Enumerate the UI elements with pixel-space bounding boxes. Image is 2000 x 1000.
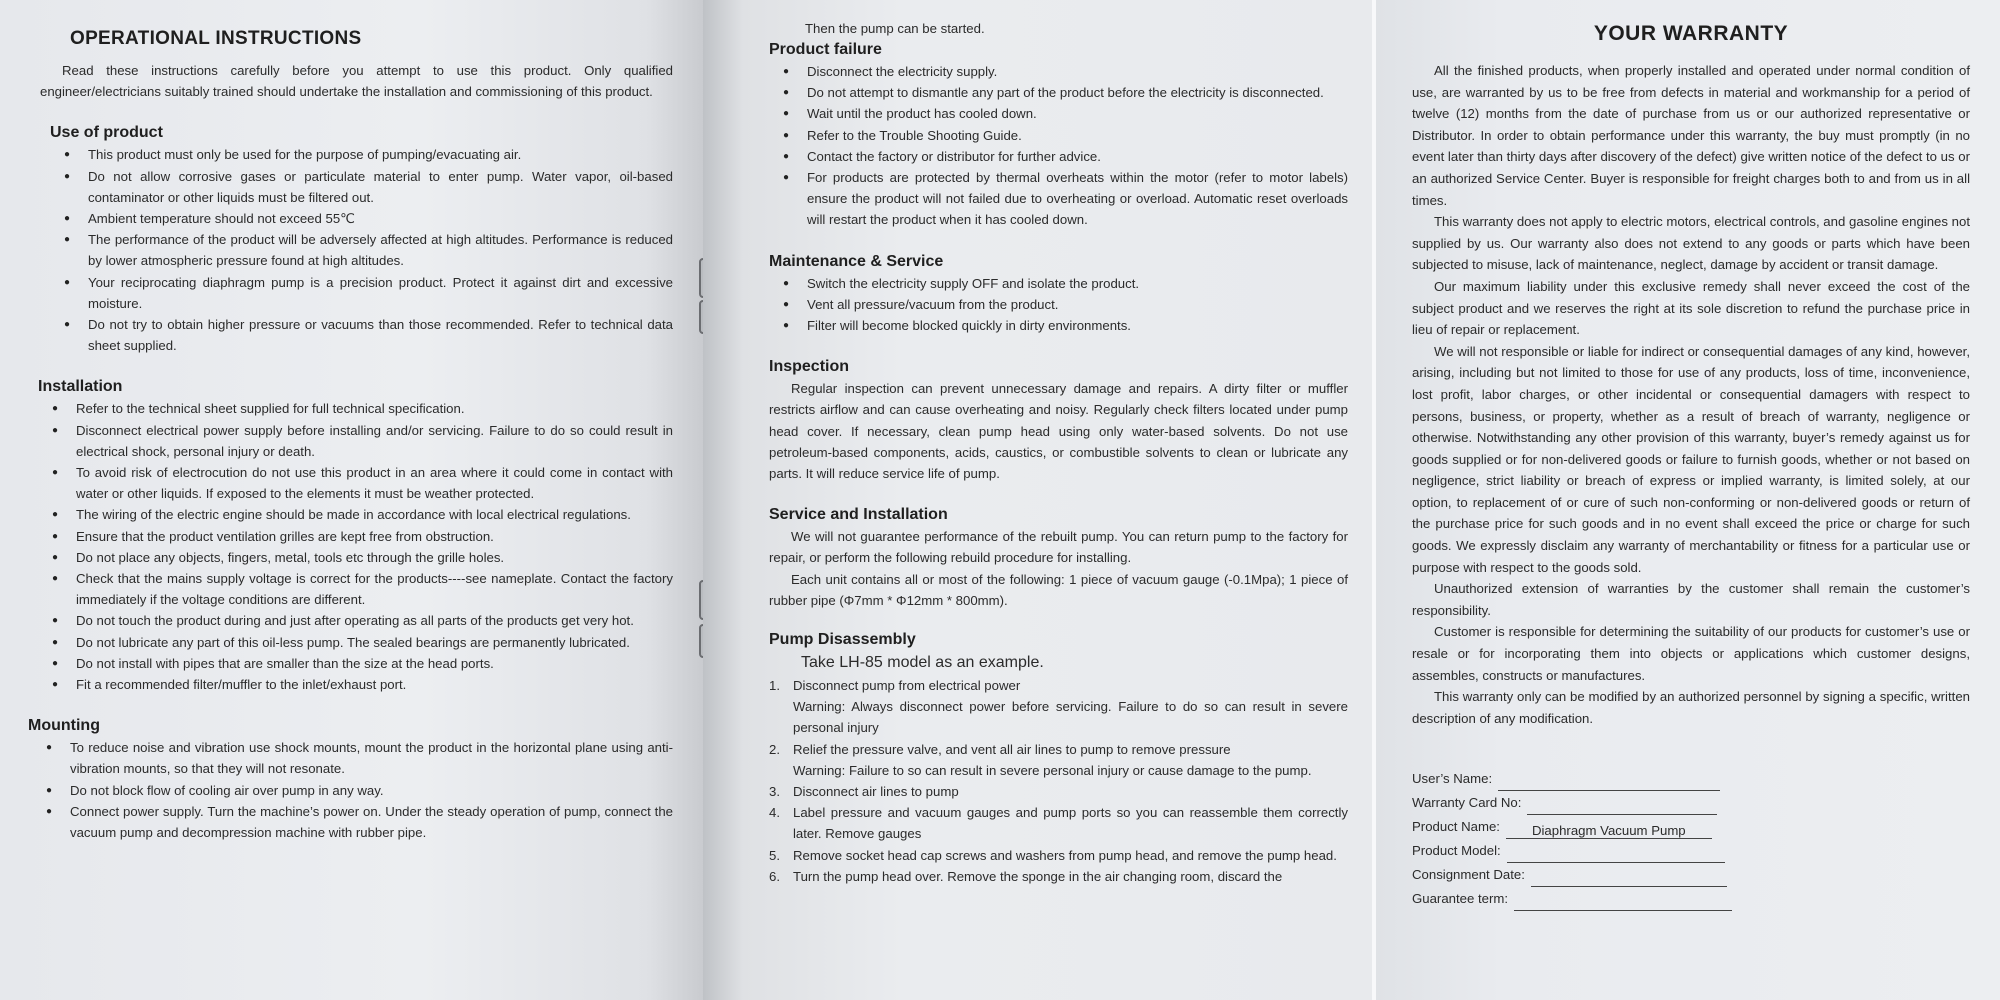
list-item: ● Do not allow corrosive gases or particulate material to enter pump. Water vapor, oil-based contaminator or other liquids must be filtered out. <box>50 166 673 208</box>
field-users-name <box>1412 767 1970 791</box>
service-paragraph-1: We will not guarantee performance of the rebuilt pump. You can return pump to the factory for repair, or perform the following rebuild procedure for installing. <box>769 529 1348 566</box>
step-text: Relief the pressure valve, and vent all air lines to pump to remove pressure <box>793 741 1231 757</box>
list-item: ● Filter will become blocked quickly in dirty environments. <box>769 315 1348 336</box>
right-page <box>1376 0 2000 1000</box>
list-item: ● Do not attempt to dismantle any part of the product before the electricity is disconnected. <box>769 82 1348 103</box>
maintenance-list <box>769 273 1348 337</box>
warranty-paragraph: This warranty does not apply to electric motors, electrical controls, and gasoline engines not supplied by us. Our warranty also does not extend to any goods or parts which have been subjected to misuse, lack of maintenance, neglect, damage by accident or transit damage. <box>1412 214 1970 273</box>
inspection-paragraph: Regular inspection can prevent unnecessary damage and repairs. A dirty filter or muffler restricts airflow and can cause overheating and noisy. Regularly check filters located under pump head cover. If necessary, clean pump head using only water-based solvents. Do not use petroleum-based components, acids, caustics, or combustible solvents to clean or lubricate any parts. It will reduce service life of pump. <box>769 381 1348 482</box>
list-item: ● Refer to the Trouble Shooting Guide. <box>769 125 1348 146</box>
intro-paragraph: Read these instructions carefully before you attempt to use this product. Only qualified engineer/electricians suitably trained should undertake the installation and commissioning of this product. <box>40 63 673 100</box>
installation-heading: Installation <box>38 378 123 396</box>
service-paragraph-2: Each unit contains all or most of the following: 1 piece of vacuum gauge (-0.1Mpa); 1 piece of rubber pipe (Φ7mm * Φ12mm * 800mm). <box>769 571 1348 608</box>
list-item: ● To reduce noise and vibration use shock mounts, mount the product in the horizontal plane using anti-vibration mounts, so that they will not resonate. <box>32 737 673 779</box>
list-item: ● Connect power supply. Turn the machine’s power on. Under the steady operation of pump, connect the vacuum pump and decompression machine with rubber pipe. <box>32 801 673 843</box>
step-text: Label pressure and vacuum gauges and pump ports so you can reassemble them correctly later. Remove gauges <box>793 805 1348 842</box>
mounting-list <box>32 737 673 843</box>
step-number: 3. <box>769 784 780 800</box>
service-installation-heading: Service and Installation <box>769 506 948 524</box>
step-text: Disconnect pump from electrical power <box>793 678 1021 694</box>
inspection-heading: Inspection <box>769 358 850 376</box>
warranty-title: YOUR WARRANTY <box>1593 22 1789 45</box>
field-label: Product Name: <box>1412 819 1500 835</box>
example-note: Take LH-85 model as an example. <box>801 654 1044 672</box>
step-number: 1. <box>769 678 780 694</box>
warranty-paragraph: This warranty only can be modified by an authorized personnel by signing a specific, written description of any modification. <box>1412 689 1970 726</box>
list-item: ● To avoid risk of electrocution do not use this product in an area where it could come in contact with water or other liquids. If exposed to the elements it must be weather protected. <box>38 462 673 504</box>
mounting-heading: Mounting <box>28 717 100 735</box>
field-consignment-date <box>1412 863 1970 887</box>
list-item: ● Do not install with pipes that are smaller than the size at the head ports. <box>38 653 673 674</box>
warranty-card-no-field[interactable] <box>1527 798 1717 815</box>
list-item: ● Refer to the technical sheet supplied for full technical specification. <box>38 398 673 419</box>
field-label: Guarantee term: <box>1412 891 1509 907</box>
use-of-product-heading: Use of product <box>50 124 163 142</box>
step-item <box>769 802 1348 844</box>
list-item: ● Do not place any objects, fingers, metal, tools etc through the grille holes. <box>38 547 673 568</box>
warranty-card-fields <box>1412 767 1970 911</box>
warranty-paragraph: We will not responsible or liable for indirect or consequential damages of any kind, however, arising, including but not limited to those for use of any products, loss of time, inconvenience, lost profit, labor charges, or other incidental or consequential damagers with respect to persons, business, or property, whether as a result of breach of warranty, negligence or otherwise. Notwithstanding any other provision of this warranty, buyer’s remedy against us for goods supplied or for non-delivered goods or failure to furnish goods, whether or not based on negligence, strict liability or breach of express or implied warranty, is limited solely, at our option, to replacement of or cure of such non-conforming or non-delivered goods or return of the purchase price for such goods and in no event shall exceed the price or charge for such goods. We expressly disclaim any warranty of merchantability or fitness for a particular use or purpose with respect to the goods sold. <box>1412 343 1970 575</box>
operational-instructions-title: OPERATIONAL INSTRUCTIONS <box>70 28 362 49</box>
left-page <box>0 0 703 1000</box>
middle-page <box>703 0 1372 1000</box>
field-product-name <box>1412 815 1970 839</box>
step-item <box>769 866 1348 887</box>
consignment-date-field[interactable] <box>1531 870 1727 887</box>
list-item: ● Do not try to obtain higher pressure or vacuums than those recommended. Refer to technical data sheet supplied. <box>50 314 673 356</box>
users-name-field[interactable] <box>1498 774 1720 791</box>
warranty-paragraph: All the finished products, when properly installed and operated under normal condition of use, are warranted by us to be free from defects in material and workmanship for a period of twelve (12) months from the date of purchase from us or our authorized representative or Distributor. In order to obtain performance under this warranty, the buy must promptly (in no event later than thirty days after discovery of the defect) give written notice of the defect to us or an authorized Service Center. Buyer is responsible for freight charges both to and from us in all times. <box>1412 63 1970 208</box>
list-item: ● Do not touch the product during and just after operating as all parts of the products get very hot. <box>38 610 673 631</box>
pump-disassembly-heading: Pump Disassembly <box>769 631 916 649</box>
list-item: ● Check that the mains supply voltage is correct for the products----see nameplate. Contact the factory immediately if the voltage conditions are different. <box>38 568 673 610</box>
product-failure-heading: Product failure <box>769 41 882 58</box>
list-item: ● Vent all pressure/vacuum from the product. <box>769 294 1348 315</box>
warranty-paragraph: Customer is responsible for determining the suitability of our products for customer’s use or resale or for incorporating them into objects or applications which customer designs, assembles, constructs or manufactures. <box>1412 624 1970 683</box>
step-item <box>769 845 1348 866</box>
list-item: ● Ambient temperature should not exceed 55℃ <box>50 208 673 229</box>
warranty-paragraph: Unauthorized extension of warranties by the customer shall remain the customer’s responsibility. <box>1412 581 1970 618</box>
warranty-paragraph: Our maximum liability under this exclusive remedy shall never exceed the cost of the subject product and we reserves the right at its sole discretion to refund the purchase price in lieu of repair or replacement. <box>1412 278 1970 338</box>
list-item: ● Contact the factory or distributor for further advice. <box>769 146 1348 167</box>
list-item: ● Ensure that the product ventilation grilles are kept free from obstruction. <box>38 526 673 547</box>
field-label: User’s Name: <box>1412 771 1493 787</box>
list-item: ● Wait until the product has cooled down. <box>769 103 1348 124</box>
list-item: ● The performance of the product will be adversely affected at high altitudes. Performance is reduced by lower atmospheric pressure found at high altitudes. <box>50 229 673 271</box>
list-item: ● Your reciprocating diaphragm pump is a precision product. Protect it against dirt and excessive moisture. <box>50 272 673 314</box>
step-number: 2. <box>769 741 780 757</box>
field-product-model <box>1412 839 1970 863</box>
list-item: ● Do not lubricate any part of this oil-less pump. The sealed bearings are permanently lubricated. <box>38 632 673 653</box>
field-label: Product Model: <box>1412 843 1501 859</box>
maintenance-heading: Maintenance & Service <box>769 252 944 270</box>
list-item: ● Do not block flow of cooling air over pump in any way. <box>32 780 673 801</box>
list-item: ● Fit a recommended filter/muffler to the inlet/exhaust port. <box>38 674 673 695</box>
step-item <box>769 675 1348 739</box>
list-item: ● For products are protected by thermal overheats within the motor (refer to motor labels) ensure the product will not failed due to overheating or overload. Automatic reset overloads will restart the product when it has cooled down. <box>769 167 1348 231</box>
step-warning: Warning: Always disconnect power before servicing. Failure to do so can result in severe personal injury <box>793 699 1348 736</box>
step-text: Turn the pump head over. Remove the sponge in the air changing room, discard the <box>793 868 1283 884</box>
list-item: ● Switch the electricity supply OFF and isolate the product. <box>769 273 1348 294</box>
list-item: ● The wiring of the electric engine should be made in accordance with local electrical regulations. <box>38 504 673 525</box>
list-item: ● Disconnect the electricity supply. <box>769 61 1348 82</box>
product-name-field[interactable]: Diaphragm Vacuum Pump <box>1506 822 1712 839</box>
product-failure-list <box>769 61 1348 231</box>
field-warranty-card-no <box>1412 791 1970 815</box>
step-item <box>769 739 1348 781</box>
field-guarantee-term <box>1412 887 1970 911</box>
continued-text: Then the pump can be started. <box>805 21 985 36</box>
step-number: 5. <box>769 847 780 863</box>
step-text: Remove socket head cap screws and washers from pump head, and remove the pump head. <box>793 847 1337 863</box>
list-item: ● This product must only be used for the purpose of pumping/evacuating air. <box>50 144 673 165</box>
disassembly-steps <box>769 675 1348 887</box>
field-label: Consignment Date: <box>1412 867 1525 883</box>
field-label: Warranty Card No: <box>1412 795 1522 811</box>
step-item <box>769 781 1348 802</box>
use-of-product-list <box>50 144 673 356</box>
step-number: 4. <box>769 805 780 821</box>
step-text: Disconnect air lines to pump <box>793 784 959 800</box>
step-number: 6. <box>769 868 780 884</box>
guarantee-term-field[interactable] <box>1514 894 1732 911</box>
step-warning: Warning: Failure to so can result in severe personal injury or cause damage to the pump. <box>793 762 1312 778</box>
product-model-field[interactable] <box>1507 846 1725 863</box>
installation-list <box>38 398 673 695</box>
list-item: ● Disconnect electrical power supply before installing and/or servicing. Failure to do so could result in electrical shock, personal injury or death. <box>38 420 673 462</box>
